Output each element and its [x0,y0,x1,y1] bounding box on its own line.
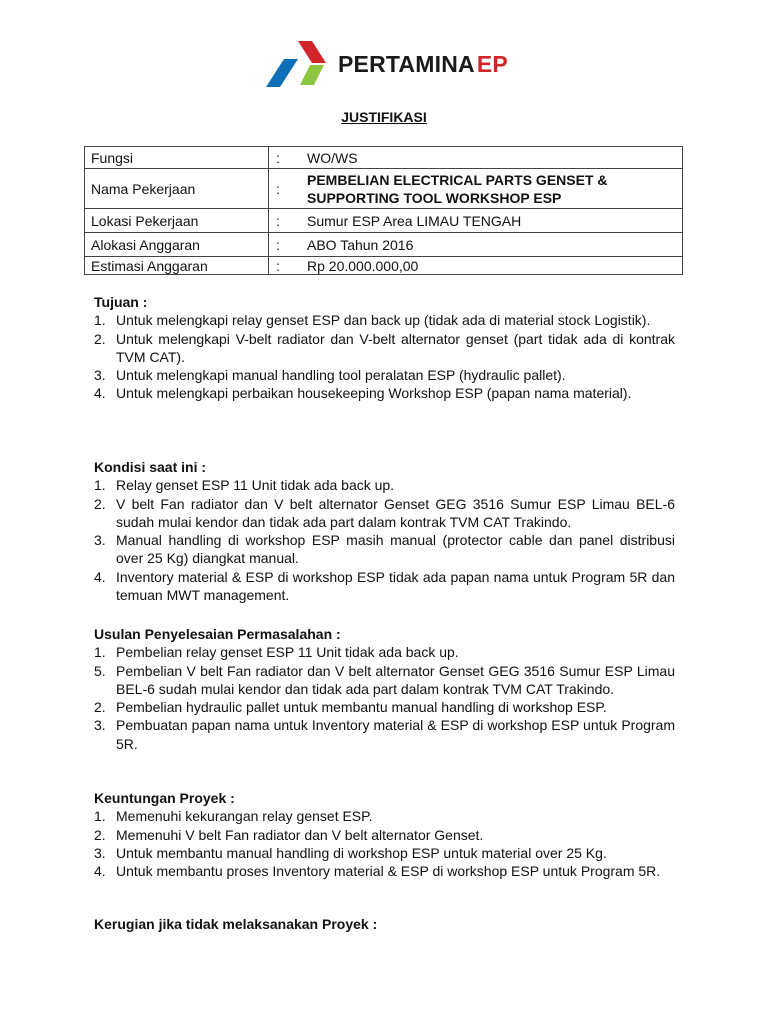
list-item [94,807,675,825]
numbered-list [94,807,675,880]
item-number: 1. [94,644,106,661]
list-item [94,568,675,605]
list-item [94,662,675,699]
item-text: Pembuatan papan nama untuk Inventory material & ESP di workshop ESP untuk Program 5R. [116,717,675,752]
section-heading: Tujuan : [94,294,148,310]
item-text: Pembelian V belt Fan radiator dan V belt alternator Genset GEG 3516 Sumur ESP Limau BEL-6 sudah mulai kendor dan tidak ada part dalam kontrak TVM CAT Trakindo. [116,662,675,697]
item-text: Untuk melengkapi V-belt radiator dan V-belt alternator genset (part tidak ada di kontrak TVM CAT). [116,330,675,365]
table-row [85,209,683,233]
row-label-lokasi: Lokasi Pekerjaan [85,209,269,233]
item-number: 1. [94,808,106,825]
table-row [85,169,683,209]
item-text: Untuk melengkapi manual handling tool peralatan ESP (hydraulic pallet). [116,367,566,384]
item-text: Memenuhi kekurangan relay genset ESP. [116,808,373,825]
row-colon: : [269,233,298,257]
item-number: 2. [94,330,106,347]
table-row [85,147,683,169]
section-usulan [94,625,675,753]
section-heading: Kondisi saat ini : [94,459,207,475]
document-title: JUSTIFIKASI [341,109,427,125]
item-text: Pembelian relay genset ESP 11 Unit tidak ada back up. [116,644,459,661]
item-number: 4. [94,385,106,402]
item-number: 2. [94,826,106,843]
section-heading: Usulan Penyelesaian Permasalahan : [94,626,341,642]
section-heading: Keuntungan Proyek : [94,790,235,806]
row-value-fungsi: WO/WS [297,147,683,169]
item-text: Memenuhi V belt Fan radiator dan V belt alternator Genset. [116,826,484,843]
numbered-list [94,311,675,402]
item-number: 1. [94,477,106,494]
list-item [94,716,675,753]
list-item [94,384,675,402]
item-text: Manual handling di workshop ESP masih manual (protector cable dan panel distribusi over 25 Kg) diangkat manual. [116,532,675,567]
item-number: 3. [94,844,106,861]
item-text: Untuk membantu manual handling di workshop ESP untuk material over 25 Kg. [116,844,607,861]
list-item [94,844,675,862]
row-value-nama-pekerjaan: PEMBELIAN ELECTRICAL PARTS GENSET & SUPPORTING TOOL WORKSHOP ESP [297,169,683,209]
numbered-list [94,476,675,604]
list-item [94,826,675,844]
item-number: 1. [94,312,106,329]
item-text: Relay genset ESP 11 Unit tidak ada back up. [116,477,395,494]
item-number: 3. [94,532,106,549]
item-number: 2. [94,495,106,512]
section-heading: Kerugian jika tidak melaksanakan Proyek : [94,916,378,932]
row-value-lokasi: Sumur ESP Area LIMAU TENGAH [297,209,683,233]
list-item [94,495,675,532]
section-kerugian [94,915,675,933]
item-number: 3. [94,367,106,384]
row-value-alokasi: ABO Tahun 2016 [297,233,683,257]
row-colon: : [269,147,298,169]
item-text: V belt Fan radiator dan V belt alternator Genset GEG 3516 Sumur ESP Limau BEL-6 sudah mulai kendor dan tidak ada part dalam kontrak TVM CAT Trakindo. [116,495,675,530]
row-colon: : [269,209,298,233]
company-logo [262,38,508,90]
row-value-estimasi: Rp 20.000.000,00 [297,257,683,275]
row-label-nama-pekerjaan: Nama Pekerjaan [85,169,269,209]
item-number: 4. [94,568,106,585]
item-text: Inventory material & ESP di workshop ESP tidak ada papan nama untuk Program 5R dan temuan MWT management. [116,568,675,604]
section-keuntungan [94,789,675,880]
company-name: PERTAMINAEP [338,50,508,77]
list-item [94,862,675,880]
list-item [94,476,675,494]
list-item [94,311,675,329]
section-tujuan [94,293,675,403]
info-table [84,146,683,275]
row-label-estimasi: Estimasi Anggaran [85,257,269,275]
row-colon: : [269,169,298,209]
row-label-alokasi: Alokasi Anggaran [85,233,269,257]
table-row [85,233,683,257]
numbered-list [94,643,675,753]
item-number: 5. [94,662,106,679]
item-number: 3. [94,717,106,734]
row-label-fungsi: Fungsi [85,147,269,169]
list-item [94,531,675,568]
list-item [94,366,675,384]
pertamina-emblem-icon [262,39,328,89]
item-text: Untuk membantu proses Inventory material & ESP di workshop ESP untuk Program 5R. [116,863,661,880]
table-row [85,257,683,275]
row-colon: : [269,257,298,275]
list-item [94,643,675,661]
item-text: Untuk melengkapi perbaikan housekeeping Workshop ESP (papan nama material). [116,385,632,402]
item-text: Pembelian hydraulic pallet untuk membantu manual handling di workshop ESP. [116,699,607,716]
item-number: 4. [94,863,106,880]
item-number: 2. [94,699,106,716]
list-item [94,698,675,716]
list-item [94,330,675,367]
section-kondisi [94,458,675,604]
item-text: Untuk melengkapi relay genset ESP dan back up (tidak ada di material stock Logistik). [116,312,651,329]
